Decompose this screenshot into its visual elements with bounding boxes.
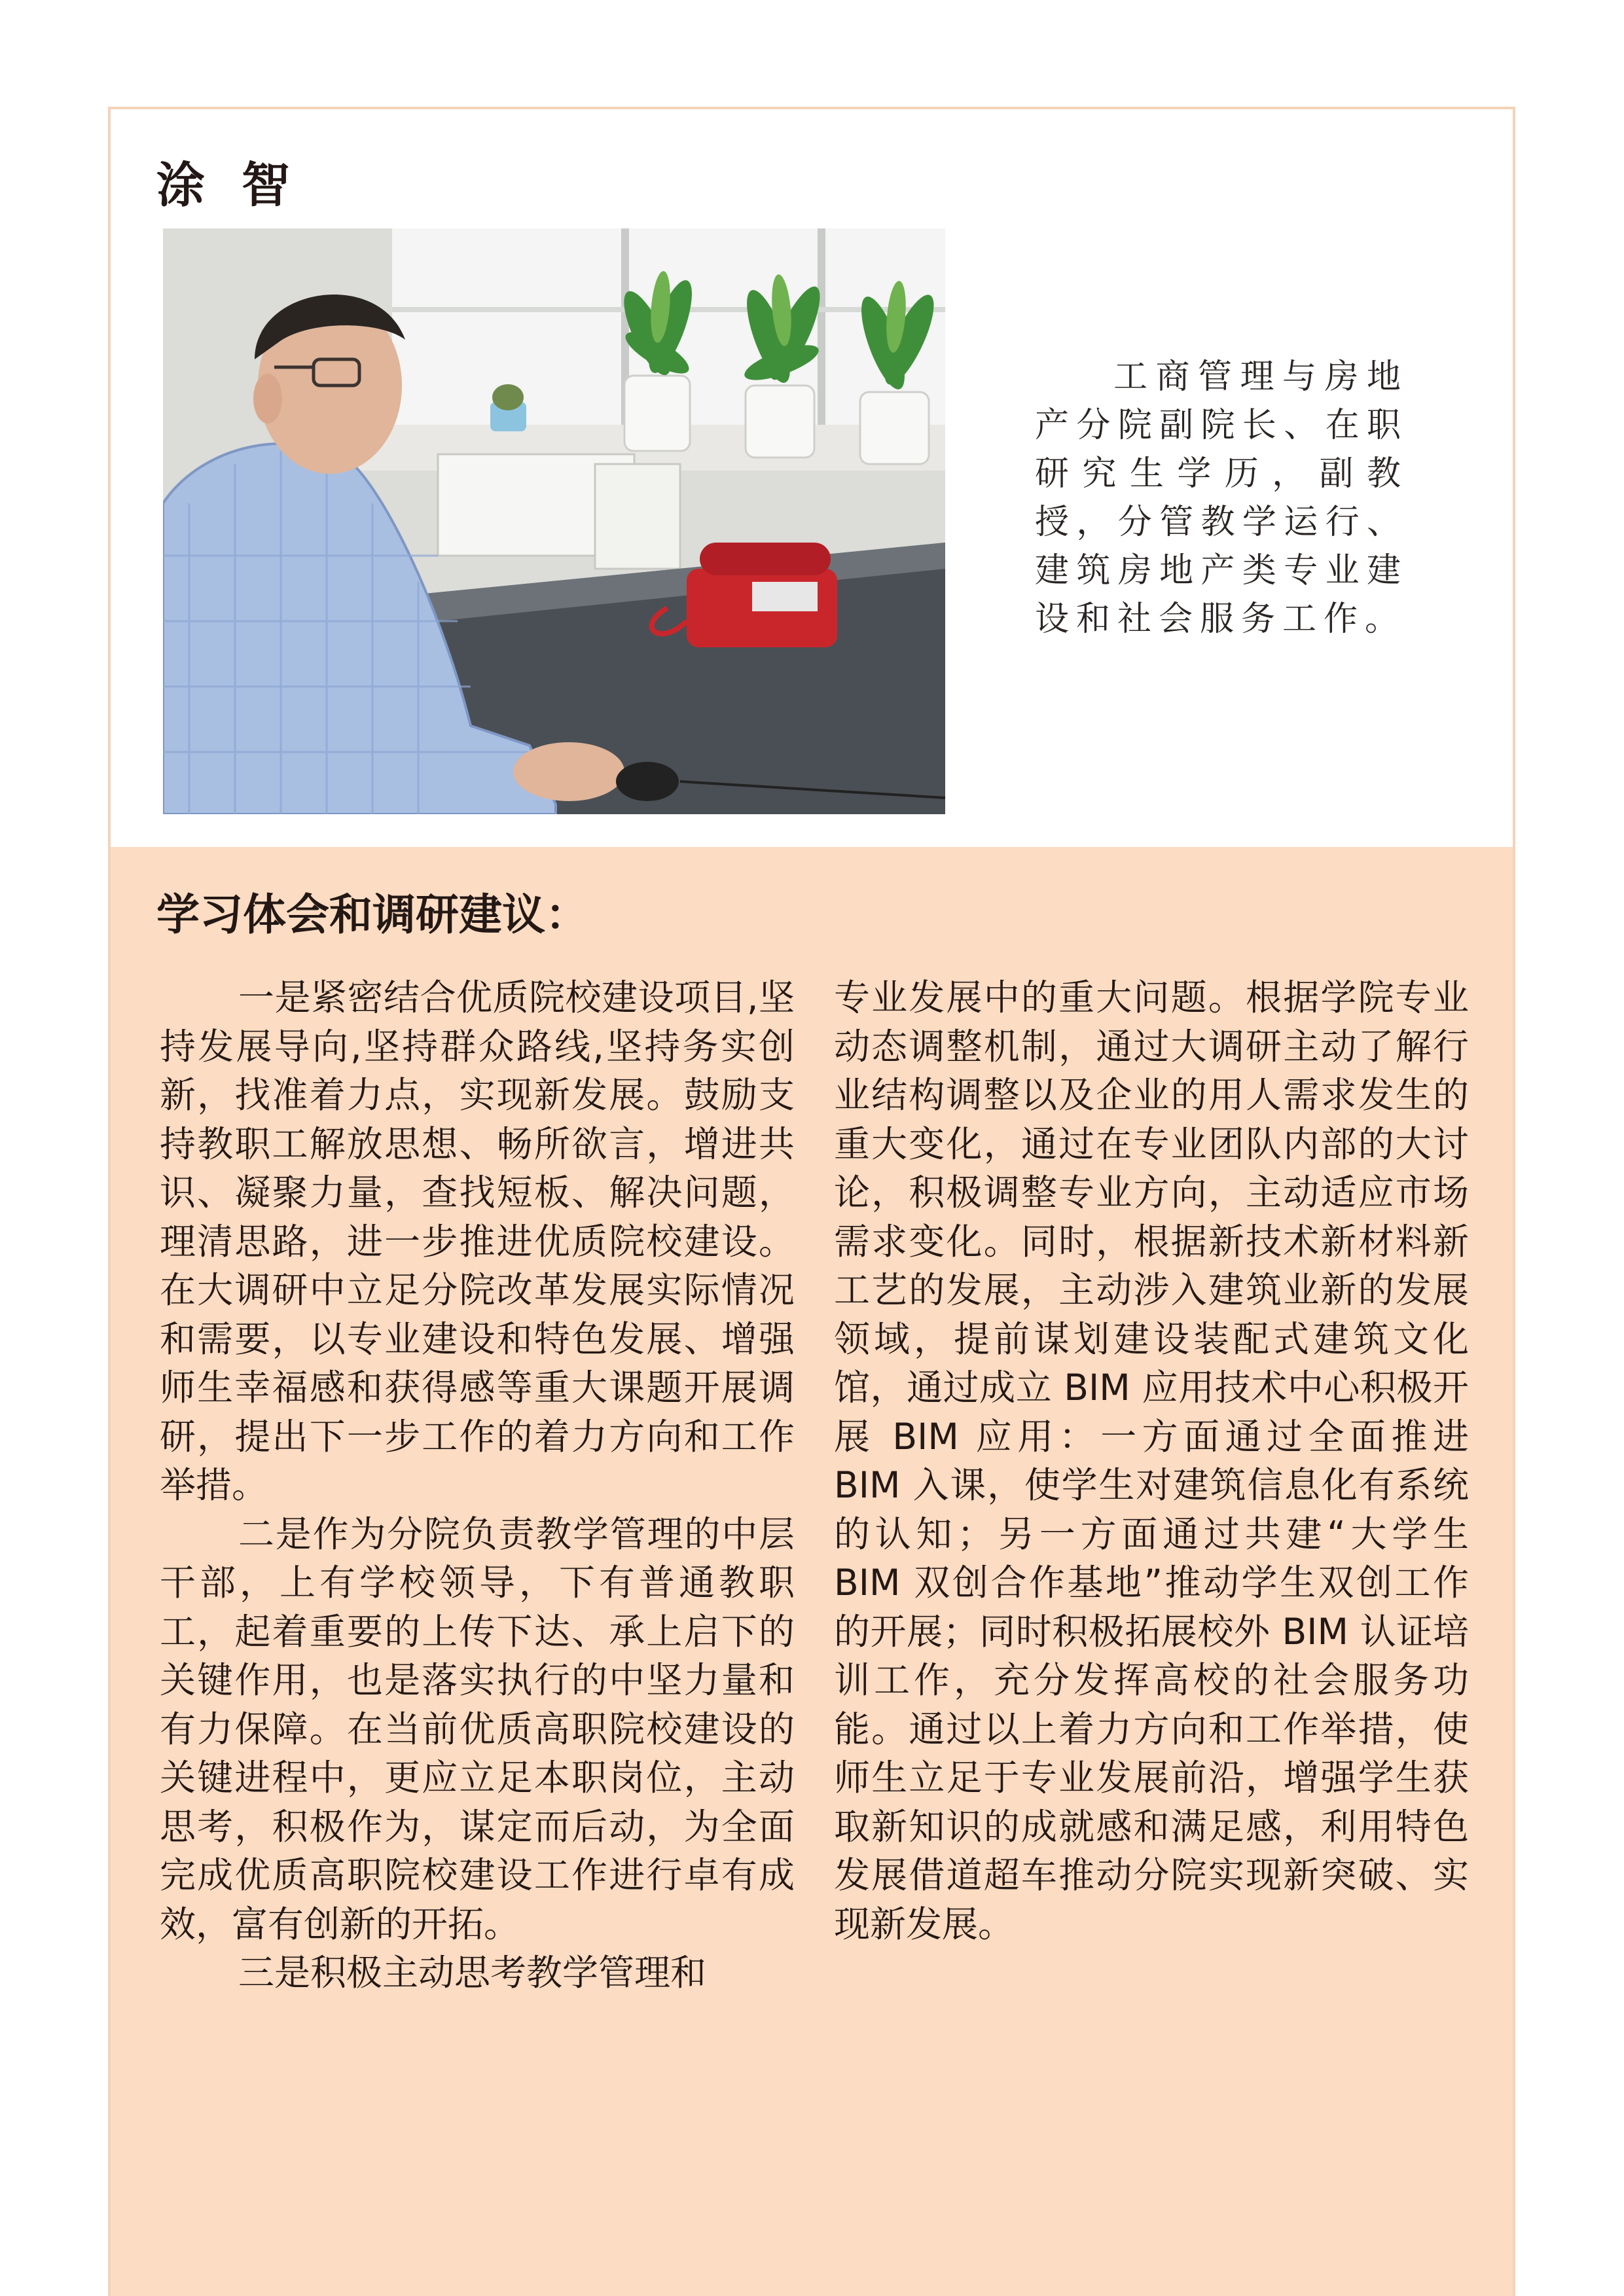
portrait-photo	[163, 228, 945, 814]
office-scene-illustration	[163, 228, 945, 814]
person-name: 涂智	[156, 157, 327, 213]
paragraph-1: 一是紧密结合优质院校建设项目,坚持发展导向,坚持群众路线,坚持务实创新，找准着力点，实现新发展。鼓励支持教职工解放思想、畅所欲言，增进共识、凝聚力量，查找短板、解决问题，理清思路，进一步推进优质院校建设。在大调研中立足分院改革发展实际情况和需要，以专业建设和特色发展、增强师生幸福感和获得感等重大课题开展调研，提出下一步工作的着力方向和工作举措。	[160, 977, 795, 1506]
paragraph-2: 二是作为分院负责教学管理的中层干部，上有学校领导，下有普通教职工，起着重要的上传下达、承上启下的关键作用，也是落实执行的中坚力量和有力保障。在当前优质高职院校建设的关键进程中，更应立足本职岗位，主动思考，积极作为，谋定而后动，为全面完成优质高职院校建设工作进行卓有成效，富有创新的开拓。	[160, 1513, 795, 1945]
paragraph-3-end: 专业发展中的重大问题。根据学院专业动态调整机制，通过大调研主动了解行业结构调整以及企业的用人需求发生的重大变化，通过在专业团队内部的大讨论，积极调整专业方向，主动适应市场需求变化。同时，根据新技术新材料新工艺的发展，主动涉入建筑业新的发展领域，提前谋划建设装配式建筑文化馆，通过成立 BIM 应用技术中心积极开展 BIM 应用：一方面通过全面推进 BIM 入课，使学生对建筑信息化有系统的认知；另一方面通过共建“大学生 BIM 双创合作基地”推动学生双创工作的开展；同时积极拓展校外 BIM 认证培训工作，充分发挥高校的社会服务功能。通过以上着力方向和工作举措，使师生立足于专业发展前沿，增强学生获取新知识的成就感和满足感，利用特色发展借道超车推动分院实现新突破、实现新发展。	[834, 977, 1469, 1945]
section-title: 学习体会和调研建议：	[156, 889, 588, 940]
article-left-column	[160, 973, 795, 1998]
person-bio: 工商管理与房地产分院副院长、在职研究生学历，副教授，分管教学运行、建筑房地产类专业建设和社会服务工作。	[1035, 357, 1408, 639]
paragraph-3-start: 三是积极主动思考教学管理和	[238, 1952, 707, 1994]
article-right-column	[834, 973, 1469, 1948]
profile-frame	[108, 107, 1515, 2296]
